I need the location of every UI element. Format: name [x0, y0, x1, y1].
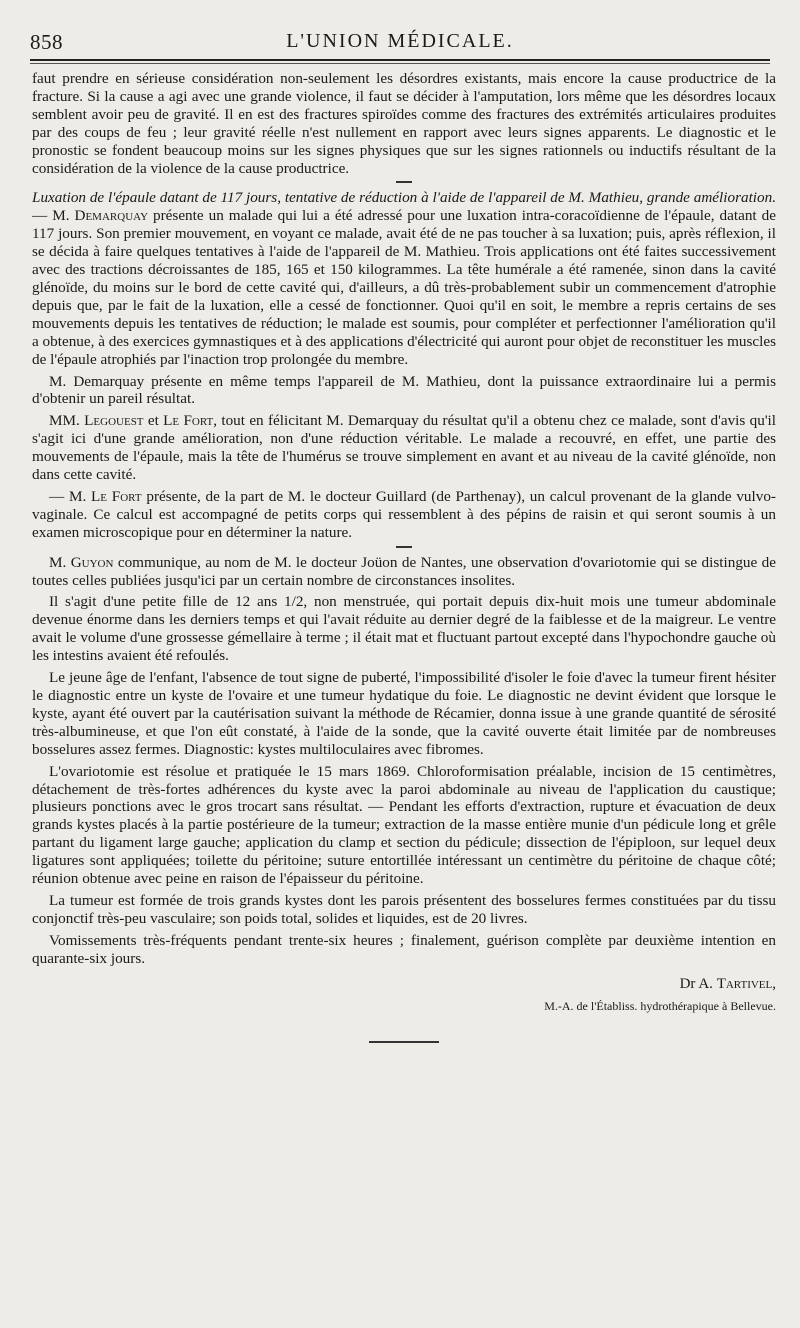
author-demarquay: Demarquay [74, 207, 149, 225]
header-rule [30, 59, 770, 61]
section-title-luxation: Luxation de l'épaule datant de 117 jours, tentative de réduction à l'aide de l'appareil de M. Mathieu, grande amélioration. [32, 189, 776, 207]
paragraph-guyon: M. Guyon communique, au nom de M. le docteur Joüon de Nantes, une observation d'ovariotomie qui se distingue de toutes celles publiées jusqu'ici par un certain nombre de circonstances insolites. [32, 553, 776, 589]
paragraph-ovariotomie: L'ovariotomie est résolue et pratiquée le 15 mars 1869. Chloroformisation préalable, incision de 15 centimètres, détachement de très-fortes adhérences du kyste avec la paroi abdominale au niveau de l'application du caustique; plusieurs ponctions avec le gros trocart sans résultat. — Pendant les efforts d'extraction, rupture et évacuation de deux grands kystes placés à la partie postérieure de la tumeur; extraction de la masse entière munie d'un pédicule long et grêle partant du ligament large gauche; application du clamp et section du pédicule; dissection de l'épiploon, sur lequel deux ligatures sont appliquées; toilette du péritoine; suture entortillée intéressant un centimètre du péritoine de chaque côté; réunion obtenue avec peine en raison de l'épaisseur du péritoine. [32, 762, 776, 888]
author-legouest: Legouest [84, 412, 144, 430]
section-separator-2 [396, 546, 412, 548]
article-body [32, 70, 776, 1043]
section-separator [396, 181, 412, 183]
author-guyon: Guyon [70, 553, 114, 571]
paragraph-fracture: faut prendre en sérieuse considération non-seulement les désordres existants, mais encore la cause productrice de la fracture. Si la cause a agi avec une grande violence, il faut se décider à l'amputation, lors même que les désordres locaux semblent avoir peu de gravité. Il en est des fractures spiroïdes comme des fractures des extrémités articulaires produites par des coups de feu ; leur gravité réelle n'est nullement en rapport avec leurs signes apparents. Le diagnostic et le pronostic se fondent beaucoup moins sur les signes physiques que sur les signes rationnels ou inductifs résultant de la considération de la violence de la cause productrice. [32, 70, 776, 177]
paragraph-appareil: M. Demarquay présente en même temps l'appareil de M. Mathieu, dont la puissance extraordinaire lui a permis d'obtenir un pareil résultat. [32, 372, 776, 408]
paragraph-tumeur: La tumeur est formée de trois grands kystes dont les parois présentent des bosselures fermes constituées par du tissu conjonctif très-peu vasculaire; son poids total, solides et liquides, est de 20 livres. [32, 891, 776, 927]
header-rule-thin [30, 63, 770, 64]
paragraph-legouest: MM. Legouest et Le Fort, tout en félicitant M. Demarquay du résultat qu'il a obtenu chez ce malade, sont d'avis qu'il s'agit ici d'une grande amélioration, non d'une réduction véritable. Le malade a recouvré, en effet, une partie des mouvements de l'épaule, mais la tête de l'humérus se trouve simplement en avant et au niveau de la cavité glénoïde, non dans cette cavité. [32, 412, 776, 484]
paragraph-calcul: — M. Le Fort présente, de la part de M. le docteur Guillard (de Parthenay), un calcul provenant de la glande vulvo-vaginale. Ce calcul est accompagné de petits corps qui ressemblent à des pépins de raisin et qui seront soumis à un examen microscopique pour en déterminer la nature. [32, 487, 776, 541]
signature: Dr A. Tartivel, [679, 975, 776, 992]
paragraph-diagnostic: Le jeune âge de l'enfant, l'absence de tout signe de puberté, l'impossibilité d'isoler le foie d'avec la tumeur firent hésiter le diagnostic entre un kyste de l'ovaire et une tumeur hydatique du foie. Le diagnostic ne devint évident que lorsque le kyste, ayant été ouvert par la cautérisation suivant la méthode de Récamier, donna issue à une grande quantité de sérosité très-albumineuse, et que l'on eût constaté, à l'aide de la sonde, que la cavité ouverte était limitée par de nombreuses bosselures assez fermes. Diagnostic: kystes multiloculaires avec fibromes. [32, 669, 776, 758]
paragraph-guerison: Vomissements très-fréquents pendant trente-six heures ; finalement, guérison complète par deuxième intention en quarante-six jours. [32, 931, 776, 967]
end-rule [369, 1041, 439, 1043]
author-le-fort-2: Le Fort [91, 487, 142, 505]
paragraph-luxation: Luxation de l'épaule datant de 117 jours, tentative de réduction à l'aide de l'appareil de M. Mathieu, grande amélioration. — M. Demarquay présente un malade qui lui a été adressé pour une luxation intra-coracoïdienne de l'épaule, datant de 117 jours. Son premier mouvement, en voyant ce malade, avait été de ne pas toucher à sa luxation; puis, après réflexion, il se décida à faire quelques tentatives à l'aide de l'appareil de M. Mathieu. Trois applications ont été faites successivement avec des tractions décroissantes de 185, 165 et 150 kilogrammes. La tête humérale a été ramenée, sinon dans la cavité glénoïde, du moins sur le bord de cette cavité qui, d'ailleurs, a dû très-probablement subir un commencement d'atrophie depuis que, par le fait de la luxation, elle a cessé de fonctionner. Quoi qu'il en soit, le membre a repris certains de ses mouvements depuis les tentatives de réduction; le malade est soumis, pour compléter et perfectionner l'amélioration qu'il a obtenue, à des exercices gymnastiques et à des applications d'électricité qui auront pour objet de reconstituer les muscles de l'épaule atrophiés par l'inaction trop prolongée du membre. [32, 189, 776, 368]
page-header [30, 26, 770, 56]
journal-title: L'UNION MÉDICALE. [286, 30, 514, 52]
signature-name: Tartivel, [716, 975, 776, 992]
page-number: 858 [30, 30, 63, 54]
author-le-fort: Le Fort [163, 412, 214, 430]
signature-affiliation: M.-A. de l'Établiss. hydrothérapique à Bellevue. [544, 998, 776, 1013]
paragraph-case: Il s'agit d'une petite fille de 12 ans 1/2, non menstruée, qui portait depuis dix-huit mois une tumeur abdominale devenue énorme dans les derniers temps et qui l'avait réduite au dernier degré de la faiblesse et de la maigreur. Le ventre avait le volume d'une grossesse gémellaire à terme ; il était mat et fluctuant partout excepté dans l'hypochondre gauche où les intestins avaient été refoulés. [32, 593, 776, 665]
